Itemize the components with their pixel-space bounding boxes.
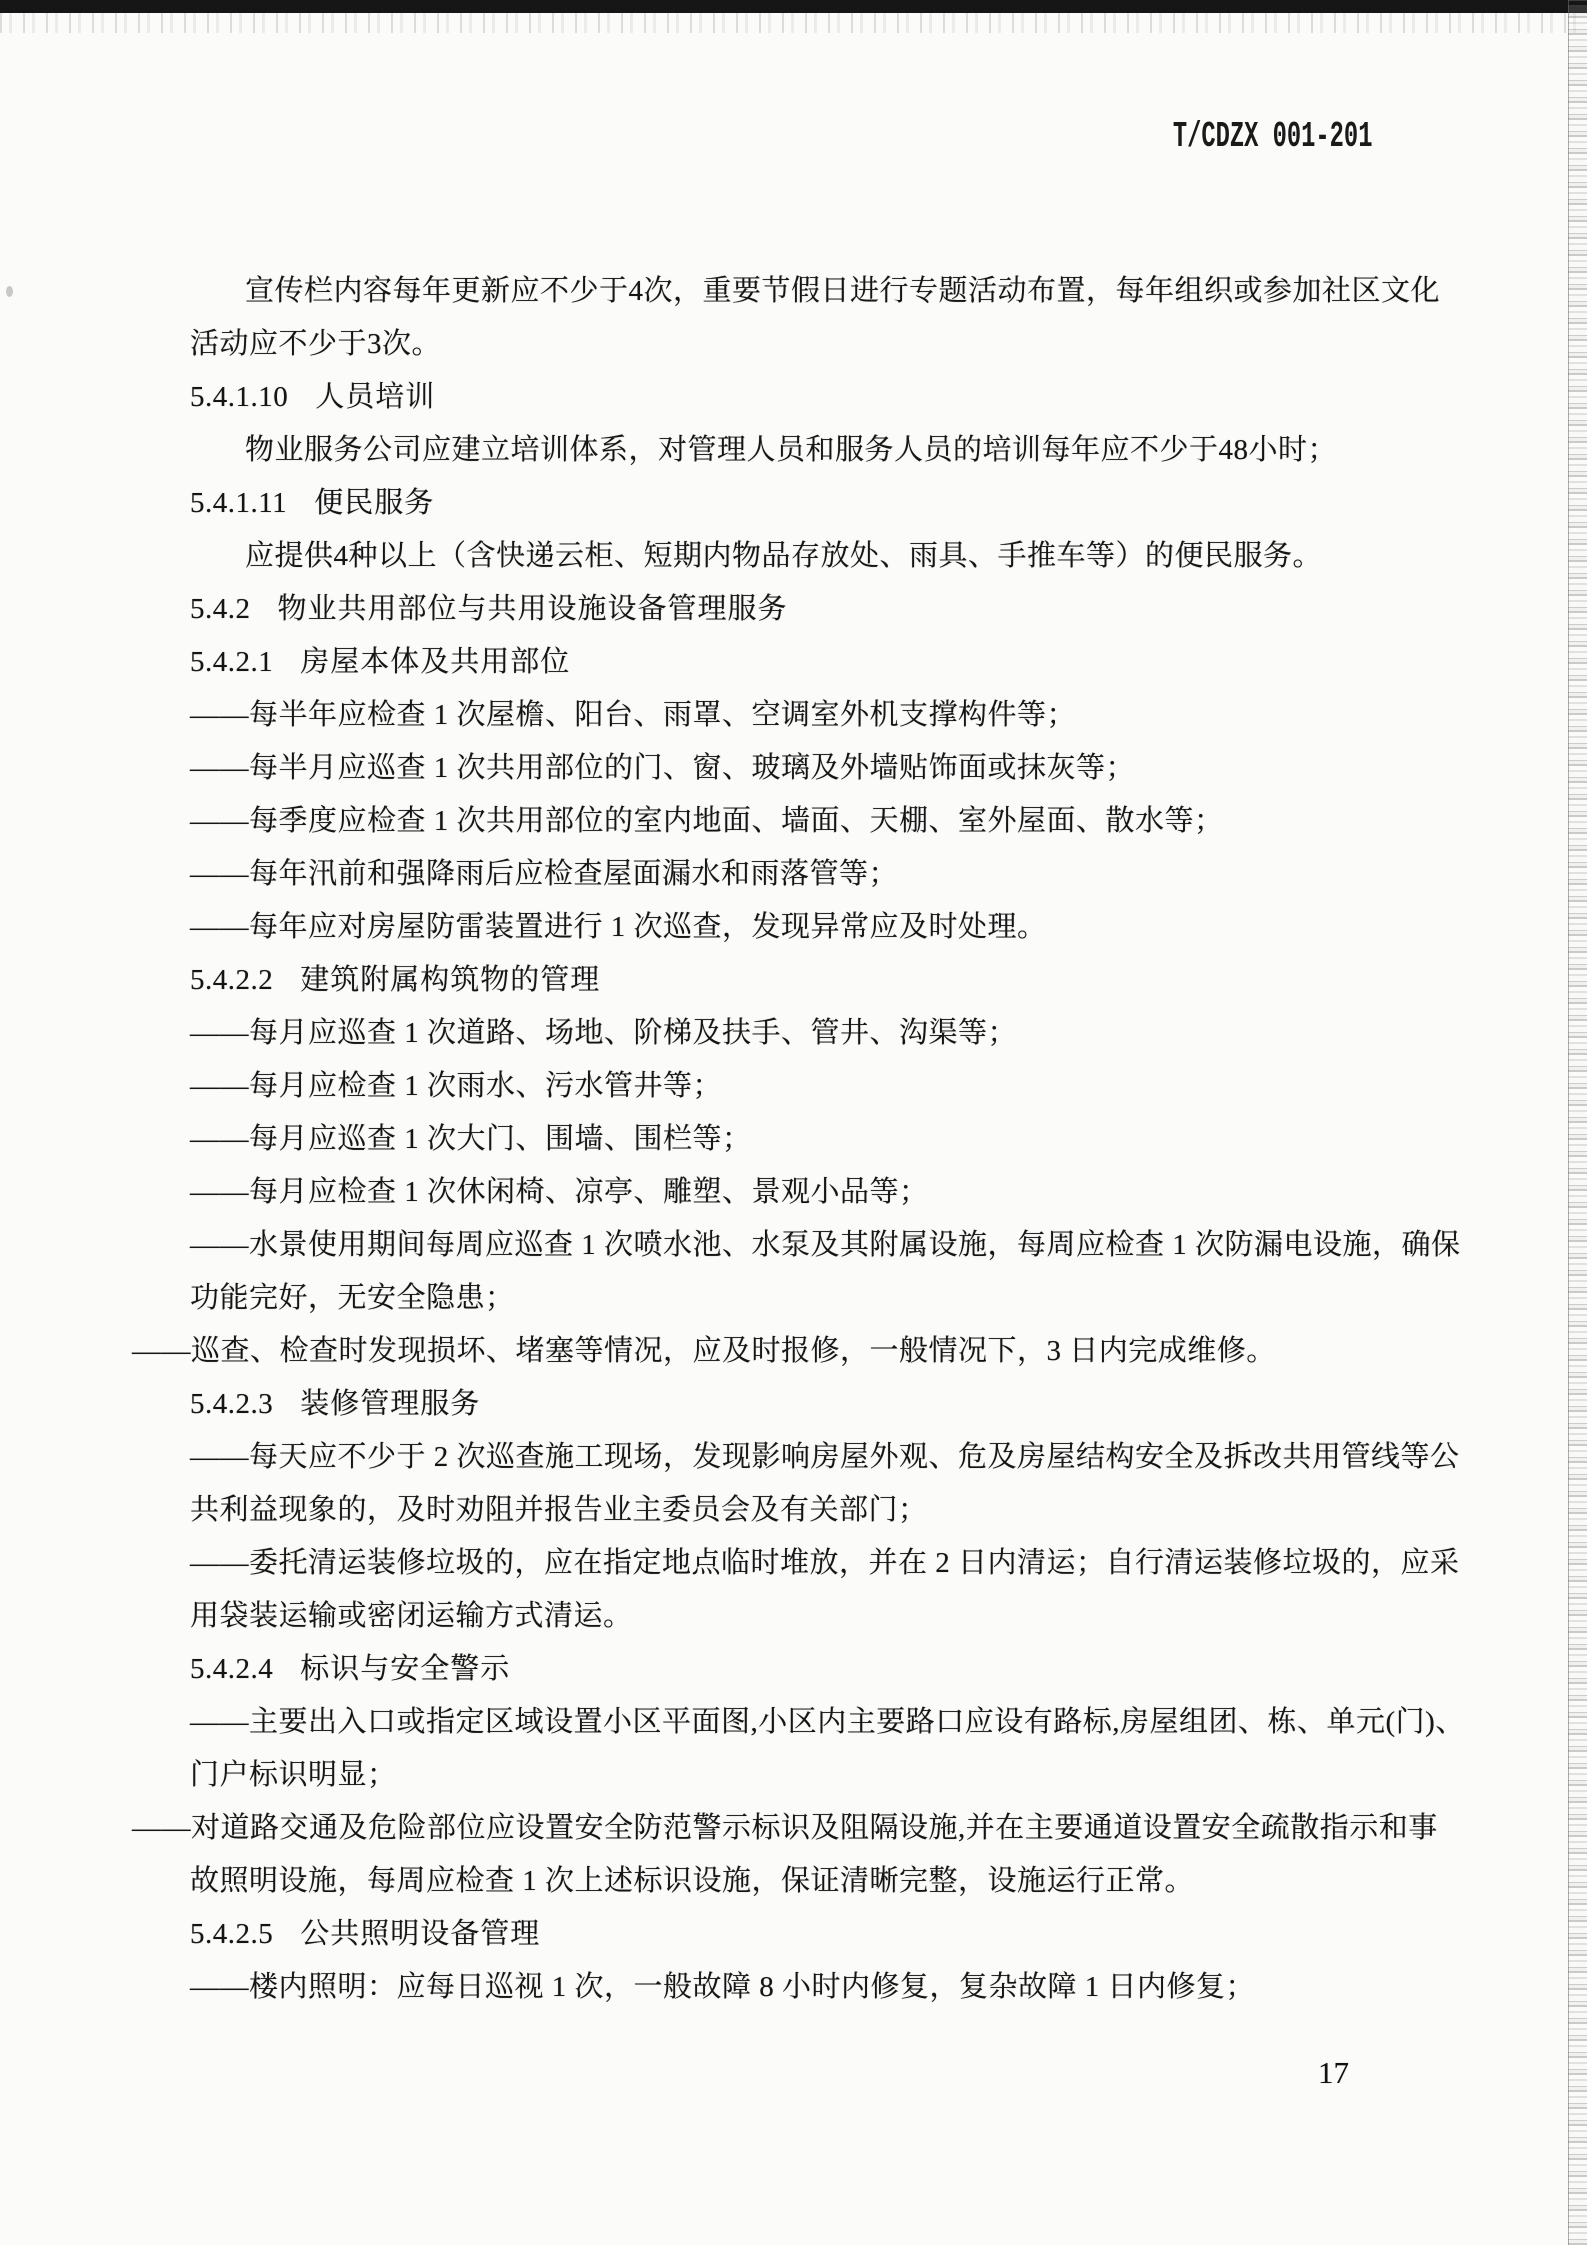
clause-title: 便民服务 [314,487,435,519]
text-line: ——每年应对房屋防雷装置进行 1 次巡查，发现异常应及时处理。 [190,911,1047,943]
clause-number: 5.4.2.2 [190,964,274,996]
clause-number: 5.4.1.11 [190,487,288,519]
text-line: ——楼内照明：应每日巡视 1 次，一般故障 8 小时内修复，复杂故障 1 日内修复； [190,1971,1256,2003]
text-line: ——每季度应检查 1 次共用部位的室内地面、墙面、天棚、室外屋面、散水等； [190,805,1224,837]
text-line: 用袋装运输或密闭运输方式清运。 [190,1600,633,1632]
clause-title: 标识与安全警示 [300,1653,511,1685]
clause-number: 5.4.2.5 [190,1918,274,1950]
scan-artifact-top-bar [0,0,1587,13]
clause-heading [0,477,1560,530]
clause-number: 5.4.2 [190,593,251,625]
text-line: ——每半月应巡查 1 次共用部位的门、窗、玻璃及外墙贴饰面或抹灰等； [190,752,1136,784]
clause-number: 5.4.2.3 [190,1388,274,1420]
text-line: 宣传栏内容每年更新应不少于4次，重要节假日进行专题活动布置，每年组织或参加社区文化 [245,275,1441,307]
clause-number: 5.4.1.10 [190,381,289,413]
text-line: ——每年汛前和强降雨后应检查屋面漏水和雨落管等； [190,858,899,890]
clause-heading [0,1643,1560,1696]
clause-title: 装修管理服务 [300,1388,481,1420]
scan-artifact-top-noise [0,13,1587,33]
text-line: ——每月应巡查 1 次大门、围墙、围栏等； [190,1123,752,1155]
text-line: ——每月应巡查 1 次道路、场地、阶梯及扶手、管井、沟渠等； [190,1017,1018,1049]
clause-heading [0,371,1560,424]
text-line: 共利益现象的，及时劝阻并报告业主委员会及有关部门； [190,1494,928,1526]
page-number: 17 [1318,2055,1349,2090]
text-line: ——每月应检查 1 次雨水、污水管井等； [190,1070,723,1102]
text-line: ——主要出入口或指定区域设置小区平面图,小区内主要路口应设有路标,房屋组团、栋、单元(门)、 [190,1706,1465,1738]
clause-number: 5.4.2.1 [190,646,274,678]
text-line: 活动应不少于3次。 [190,328,442,360]
clause-number: 5.4.2.4 [190,1653,274,1685]
clause-heading [0,1908,1560,1961]
clause-title: 公共照明设备管理 [300,1918,541,1950]
clause-title: 建筑附属构筑物的管理 [300,964,601,996]
text-line: ——每月应检查 1 次休闲椅、凉亭、雕塑、景观小品等； [190,1176,929,1208]
text-line: ——每天应不少于 2 次巡查施工现场，发现影响房屋外观、危及房屋结构安全及拆改共用管线等公 [190,1441,1460,1473]
text-line: 应提供4种以上（含快递云柜、短期内物品存放处、雨具、手推车等）的便民服务。 [245,540,1323,572]
text-line: 功能完好，无安全隐患； [190,1282,515,1314]
standard-code-header: T/CDZX 001-201 [1172,116,1372,157]
text-line: ——水景使用期间每周应巡查 1 次喷水池、水泵及其附属设施，每周应检查 1 次防漏电设施，确保 [190,1229,1461,1261]
text-line: 门户标识明显； [190,1759,397,1791]
clause-heading [0,583,1560,636]
text-line: ——巡查、检查时发现损坏、堵塞等情况，应及时报修，一般情况下，3 日内完成维修。 [132,1335,1276,1367]
text-line: 故照明设施，每周应检查 1 次上述标识设施，保证清晰完整，设施运行正常。 [190,1865,1195,1897]
clause-heading [0,954,1560,1007]
text-line: ——委托清运装修垃圾的，应在指定地点临时堆放，并在 2 日内清运；自行清运装修垃圾的，应采 [190,1547,1460,1579]
clause-title: 物业共用部位与共用设施设备管理服务 [277,593,788,625]
clause-heading [0,1378,1560,1431]
text-line: ——对道路交通及危险部位应设置安全防范警示标识及阻隔设施,并在主要通道设置安全疏散指示和事 [132,1812,1438,1844]
scan-artifact-right-edge [1568,0,1587,2245]
text-line: 物业服务公司应建立培训体系，对管理人员和服务人员的培训每年应不少于48小时； [245,434,1338,466]
clause-heading [0,636,1560,689]
clause-title: 房屋本体及共用部位 [300,646,571,678]
clause-title: 人员培训 [315,381,436,413]
document-body [0,265,1560,2014]
text-line: ——每半年应检查 1 次屋檐、阳台、雨罩、空调室外机支撑构件等； [190,699,1077,731]
